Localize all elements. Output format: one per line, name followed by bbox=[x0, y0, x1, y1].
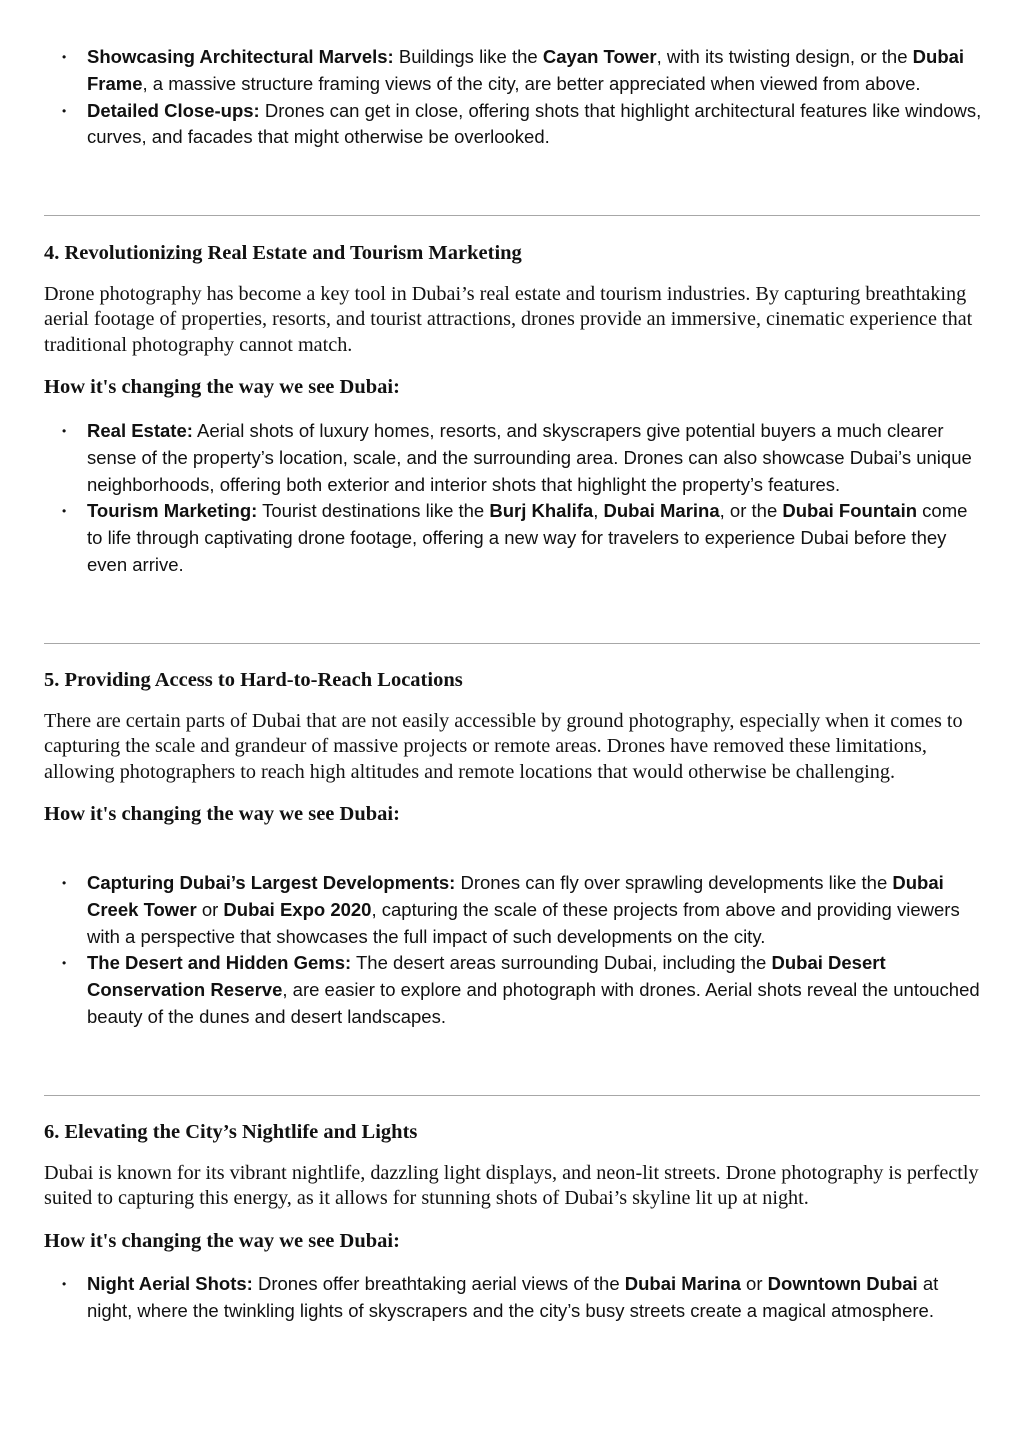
section-divider bbox=[44, 643, 980, 644]
text-run: The desert areas surrounding Dubai, including the bbox=[351, 952, 772, 974]
section-divider bbox=[44, 215, 980, 216]
section-subheading: How it's changing the way we see Dubai: bbox=[44, 376, 400, 399]
bold-text: Cayan Tower bbox=[542, 46, 657, 67]
bullet-list bbox=[0, 1271, 1024, 1325]
section-5-bullets bbox=[0, 870, 1024, 1031]
text-run: , capturing the scale of these projects from above and providing viewers with a perspective that showcases the full impact of such developments on the city. bbox=[87, 898, 960, 947]
section-heading: 5. Providing Access to Hard-to-Reach Locations bbox=[44, 669, 463, 691]
bullet-icon: • bbox=[62, 424, 67, 438]
list-item bbox=[0, 950, 1024, 1030]
bold-text: Dubai Expo 2020 bbox=[223, 898, 372, 920]
section-divider bbox=[44, 1095, 980, 1096]
text-run: Drones can fly over sprawling developments like the bbox=[455, 872, 893, 893]
section-body: Drone photography has become a key tool in Dubai’s real estate and tourism industries. By capturing breathtaking aerial footage of properties, resorts, and tourist attractions, drones provide an immersive, cinematic experience that traditional photography cannot match. bbox=[44, 283, 973, 356]
list-item bbox=[0, 870, 1024, 950]
text-run: Tourist destinations like the bbox=[257, 500, 490, 522]
bullet-list bbox=[0, 418, 1024, 579]
bold-text: Burj Khalifa bbox=[489, 500, 594, 522]
bullet-icon: • bbox=[62, 1277, 67, 1291]
list-item bbox=[0, 98, 1024, 152]
text-run: or bbox=[740, 1273, 768, 1294]
section-6 bbox=[44, 1119, 984, 1254]
bullet-list bbox=[0, 44, 1024, 151]
section-5 bbox=[44, 667, 984, 827]
text-run: Buildings like the bbox=[393, 46, 543, 67]
text-run: , with its twisting design, or the bbox=[656, 46, 913, 67]
section-4-bullets bbox=[0, 418, 1024, 579]
section-heading: 6. Elevating the City’s Nightlife and Lights bbox=[44, 1121, 418, 1143]
bold-text: Dubai Fountain bbox=[782, 500, 918, 522]
text-run: Drones can get in close, offering shots that highlight architectural features like windows, curves, and facades that might otherwise be overlooked. bbox=[87, 99, 982, 148]
section-body: There are certain parts of Dubai that are not easily accessible by ground photography, especially when it comes to capturing the scale and grandeur of massive projects or remote areas. Drones have removed these limitations, allowing photographers to reach high altitudes and remote locations that would otherwise be challenging. bbox=[44, 710, 963, 783]
list-item bbox=[0, 1271, 1024, 1325]
text-run: , a massive structure framing views of the city, are better appreciated when viewed from above. bbox=[142, 72, 921, 94]
bold-text: Night Aerial Shots: bbox=[87, 1273, 253, 1294]
bullet-icon: • bbox=[62, 504, 67, 519]
bold-text: Dubai Desert Conservation Reserve bbox=[87, 952, 886, 1001]
bold-text: Showcasing Architectural Marvels: bbox=[87, 46, 394, 67]
bullet-list bbox=[0, 870, 1024, 1031]
bullet-icon: • bbox=[62, 956, 67, 971]
bold-text: Dubai Marina bbox=[603, 500, 720, 522]
bold-text: Capturing Dubai’s Largest Developments: bbox=[87, 872, 456, 893]
text-run: at night, where the twinkling lights of skyscrapers and the city’s busy streets create a magical atmosphere. bbox=[87, 1273, 939, 1321]
section-6-bullets bbox=[0, 1271, 1024, 1325]
text-run: , or the bbox=[719, 500, 783, 522]
bullet-icon: • bbox=[62, 50, 67, 64]
bullet-icon: • bbox=[62, 103, 67, 118]
text-run: or bbox=[196, 898, 224, 920]
bullet-icon: • bbox=[62, 876, 67, 890]
section-heading: 4. Revolutionizing Real Estate and Tourism Marketing bbox=[44, 242, 522, 264]
section-subheading: How it's changing the way we see Dubai: bbox=[44, 1229, 400, 1252]
section-4 bbox=[44, 240, 984, 400]
section-body: Dubai is known for its vibrant nightlife, dazzling light displays, and neon-lit streets. Drone photography is perfectly suited to capturing this energy, as it allows for stunning shots of Dubai’s skyline lit up at night. bbox=[44, 1162, 979, 1210]
bold-text: Detailed Close-ups: bbox=[87, 99, 260, 121]
bold-text: Real Estate: bbox=[87, 420, 193, 441]
text-run: , are easier to explore and photograph with drones. Aerial shots reveal the untouched beauty of the dunes and desert landscapes. bbox=[87, 979, 980, 1027]
bold-text: Dubai Creek Tower bbox=[87, 872, 944, 920]
bold-text: Downtown Dubai bbox=[767, 1273, 918, 1294]
text-run: come to life through captivating drone footage, offering a new way for travelers to experience Dubai before they even arrive. bbox=[87, 500, 968, 575]
list-item bbox=[0, 498, 1024, 578]
bold-text: Tourism Marketing: bbox=[87, 500, 258, 522]
list-item bbox=[0, 44, 1024, 98]
section-subheading: How it's changing the way we see Dubai: bbox=[44, 803, 400, 826]
intro-bullet-list bbox=[0, 44, 1024, 151]
text-run: Drones offer breathtaking aerial views of the bbox=[252, 1273, 625, 1294]
bold-text: Dubai Frame bbox=[87, 46, 965, 94]
bold-text: The Desert and Hidden Gems: bbox=[87, 952, 352, 974]
text-run: , bbox=[593, 500, 604, 522]
text-run: Aerial shots of luxury homes, resorts, and skyscrapers give potential buyers a much clearer sense of the property’s location, scale, and the surrounding area. Drones can also showcase Dubai’s unique neighborhoods, offering both exterior and interior shots that highlight the property’s features. bbox=[87, 420, 972, 495]
list-item bbox=[0, 418, 1024, 498]
bold-text: Dubai Marina bbox=[624, 1273, 741, 1294]
